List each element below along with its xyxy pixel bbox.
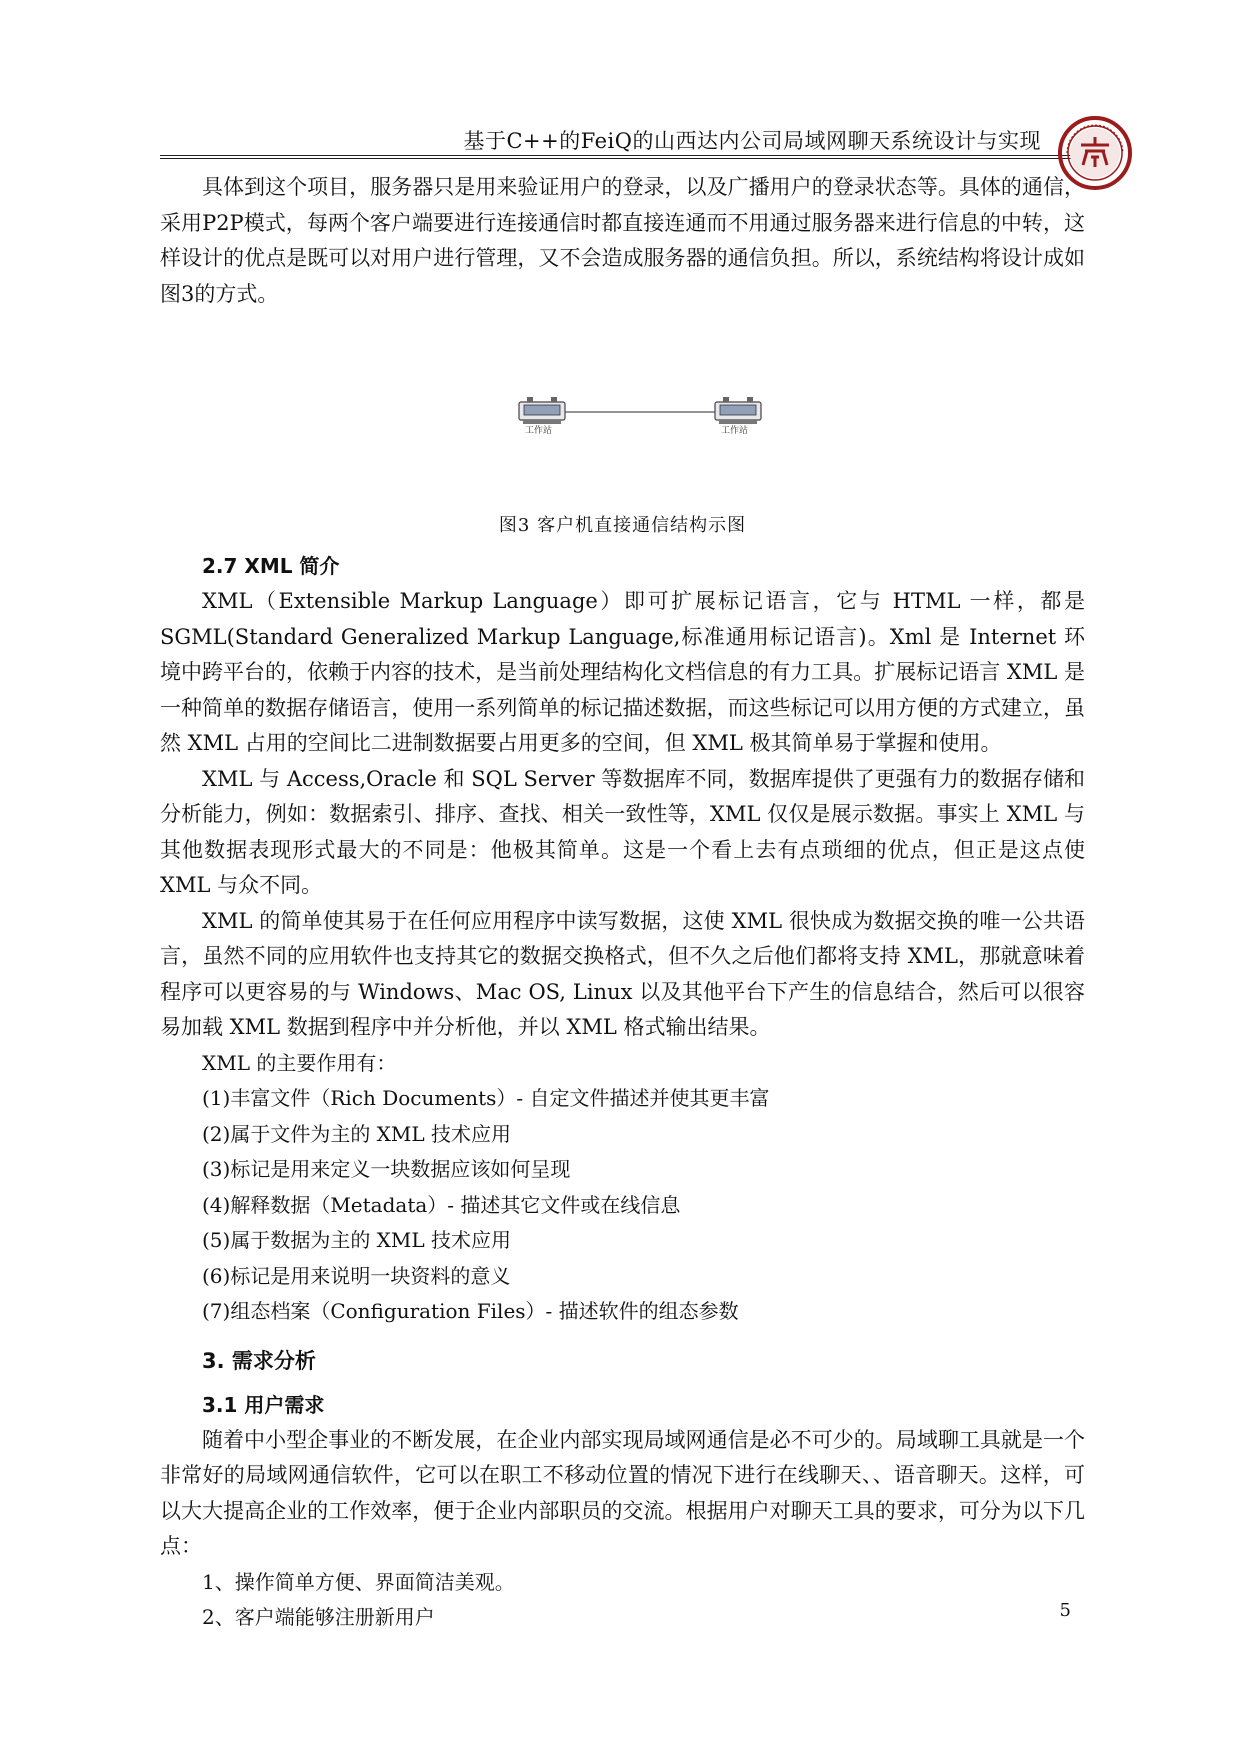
header-title: 基于C++的FeiQ的山西达内公司局域网聊天系统设计与实现 <box>463 129 1041 153</box>
figure-caption: 图3 客户机直接通信结构示图 <box>498 515 747 536</box>
workstation-right-label: 工作站 <box>721 426 749 434</box>
header-rule <box>160 155 1081 159</box>
xml-list-item: (6)标记是用来说明一块资料的意义 <box>202 1263 511 1288</box>
xml-list-item: (7)组态档案（Configuration Files）- 描述软件的组态参数 <box>202 1299 739 1323</box>
network-diagram <box>515 394 775 434</box>
section-3-1-heading: 3.1 用户需求 <box>202 1392 325 1417</box>
page-number: 5 <box>1059 1600 1071 1621</box>
page-header <box>0 0 1241 160</box>
xml-list-item: (1)丰富文件（Rich Documents）- 自定文件描述并使其更丰富 <box>202 1086 770 1110</box>
xml-list-item: (3)标记是用来定义一块数据应该如何呈现 <box>202 1157 571 1181</box>
page-content <box>160 170 1085 1636</box>
xml-list-item: (2)属于文件为主的 XML 技术应用 <box>202 1121 512 1146</box>
workstation-left-icon <box>519 397 565 424</box>
workstation-right-icon <box>715 397 761 424</box>
requirement-item: 1、操作简单方便、界面简洁美观。 <box>202 1569 515 1594</box>
workstation-left-label: 工作站 <box>525 426 553 434</box>
xml-list-item: (4)解释数据（Metadata）- 描述其它文件或在线信息 <box>202 1192 681 1217</box>
section-3-heading: 3. 需求分析 <box>202 1348 316 1373</box>
intro-paragraph: 具体到这个项目，服务器只是用来验证用户的登录，以及广播用户的登录状态等。具体的通信，采用P2P模式，每两个客户端要进行连接通信时都直接连通而不用通过服务器来进行信息的中转，这样设计的优点是既可以对用户进行管理，又不会造成服务器的通信负担。所以，系统结构将设计成如图3的方式。 <box>160 175 1085 306</box>
requirement-item: 2、客户端能够注册新用户 <box>202 1605 435 1629</box>
xml-list-item: (5)属于数据为主的 XML 技术应用 <box>202 1228 512 1252</box>
figure-3 <box>160 332 1085 507</box>
user-requirements-paragraph: 随着中小型企事业的不断发展，在企业内部实现局域网通信是必不可少的。局域聊工具就是一个非常好的局域网通信软件，它可以在职工不移动位置的情况下进行在线聊天、、语音聊天。这样，可以大大提高企业的工作效率，便于企业内部职员的交流。根据用户对聊天工具的要求，可分为以下几点： <box>160 1427 1085 1558</box>
xml-paragraph-1: XML（Extensible Markup Language）即可扩展标记语言，它与 HTML 一样，都是 SGML(Standard Generalized Markup Language,标准通用标记语言)。Xml 是 Internet 环境中跨平台的，依赖于内容的技术，是当前处理结构化文档信息的有力工具。扩展标记语言 XML 是一种简单的数据存储语言，使用一系列简单的标记描述数据，而这些标记可以用方便的方式建立，虽然 XML 占用的空间比二进制数据要占用更多的空间，但 XML 极其简单易于掌握和使用。 <box>160 589 1085 755</box>
section-2-7-heading: 2.7 XML 简介 <box>202 554 340 578</box>
xml-paragraph-2: XML 与 Access,Oracle 和 SQL Server 等数据库不同，数据库提供了更强有力的数据存储和分析能力，例如：数据索引、排序、查找、相关一致性等，XML 仅仅是展示数据。事实上 XML 与其他数据表现形式最大的不同是：他极其简单。这是一个看上去有点琐细的优点，但正是这点使 XML 与众不同。 <box>160 766 1085 897</box>
xml-list-intro: XML 的主要作用有： <box>202 1050 397 1075</box>
xml-paragraph-3: XML 的简单使其易于在任何应用程序中读写数据，这使 XML 很快成为数据交换的唯一公共语言，虽然不同的应用软件也支持其它的数据交换格式，但不久之后他们都将支持 XML，那就意味着程序可以更容易的与 Windows、Mac OS, Linux 以及其他平台下产生的信息结合，然后可以很容易加载 XML 数据到程序中并分析他，并以 XML 格式输出结果。 <box>160 908 1085 1039</box>
